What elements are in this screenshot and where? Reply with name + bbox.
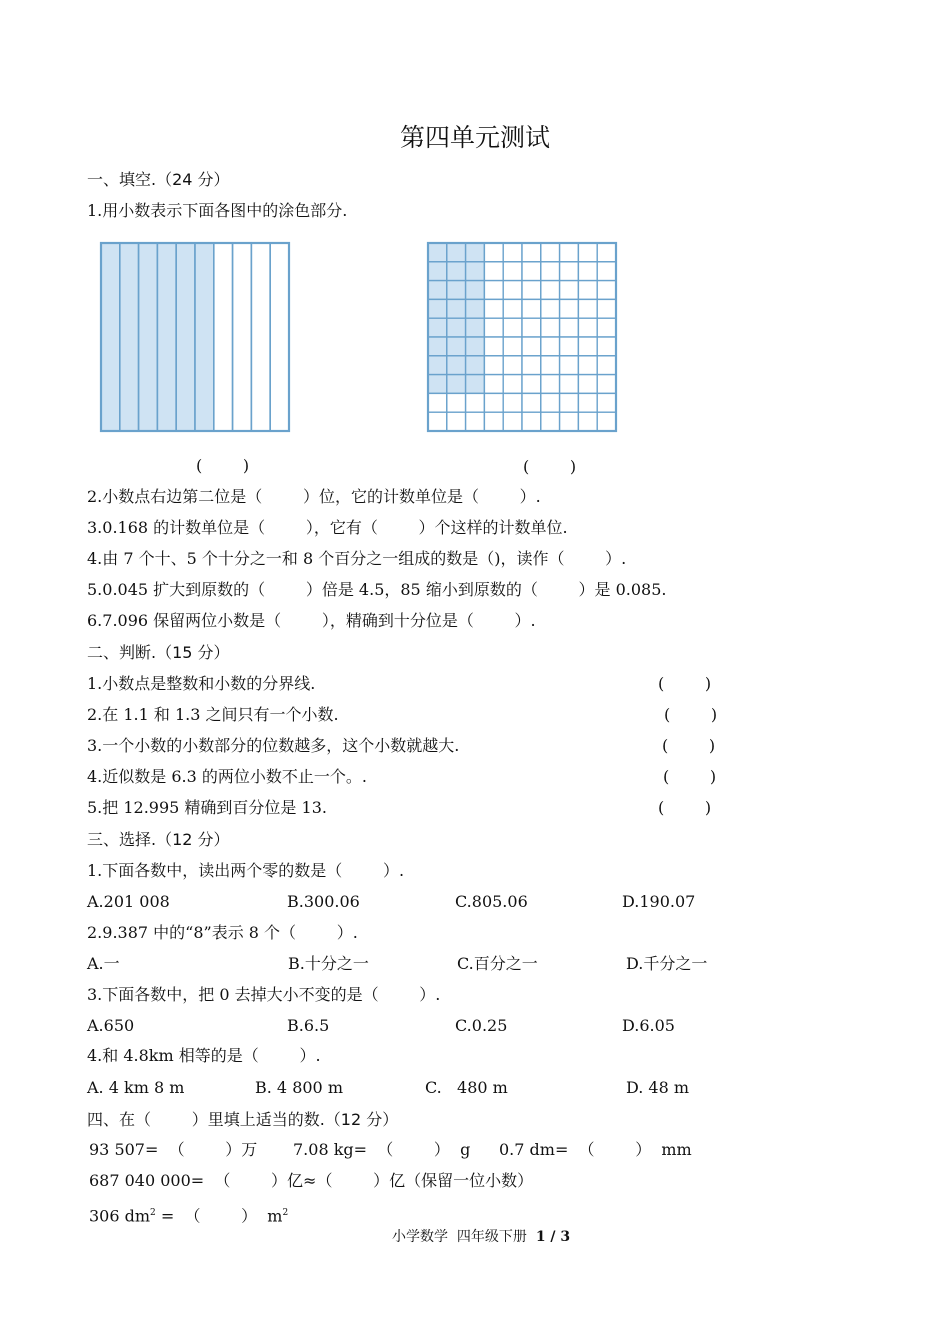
grid-cell: [428, 393, 447, 412]
grid-cell: [522, 262, 541, 281]
grid-cell: [428, 243, 447, 262]
grid-cell: [447, 299, 466, 318]
grid-cell: [578, 337, 597, 356]
judge-item: 5.把 12.995 精确到百分位是 13.: [87, 798, 327, 817]
grid-cell: [578, 412, 597, 431]
choice-option[interactable]: C. 480 m: [425, 1078, 508, 1097]
grid-cell: [503, 299, 522, 318]
question-3: 3.0.168 的计数单位是（ ），它有（ ）个这样的计数单位.: [87, 518, 568, 537]
judge-paren[interactable]: ( ): [658, 674, 712, 693]
grid-cell: [541, 262, 560, 281]
grid-cell: [428, 412, 447, 431]
grid-cell: [597, 243, 616, 262]
choice-option[interactable]: B. 4 800 m: [255, 1078, 343, 1097]
judge-item: 1.小数点是整数和小数的分界线.: [87, 674, 316, 693]
grid-cell: [522, 356, 541, 375]
choice-question-3: 3.下面各数中，把 0 去掉大小不变的是（ ）.: [87, 985, 441, 1004]
grid-cell: [503, 393, 522, 412]
judge-item: 4.近似数是 6.3 的两位小数不止一个。.: [87, 767, 367, 786]
strip-cell: [157, 243, 176, 431]
grid-cell: [541, 318, 560, 337]
grid-cell: [447, 375, 466, 394]
grid-cell: [597, 393, 616, 412]
decimal-grid-figure: [424, 239, 620, 435]
choice-option[interactable]: A.一: [87, 954, 120, 973]
choice-question-4: 4.和 4.8km 相等的是（ ）.: [87, 1046, 321, 1065]
grid-cell: [560, 281, 579, 300]
grid-cell: [503, 262, 522, 281]
grid-cell: [503, 356, 522, 375]
choice-question-1: 1.下面各数中，读出两个零的数是（ ）.: [87, 861, 405, 880]
grid-cell: [578, 281, 597, 300]
conversion-item: 0.7 dm= （ ） mm: [499, 1140, 692, 1159]
grid-cell: [541, 356, 560, 375]
grid-cell: [522, 337, 541, 356]
strip-cell: [101, 243, 120, 431]
grid-cell: [560, 299, 579, 318]
section-heading-fill-blank: 一、填空.（24 分）: [87, 170, 230, 189]
choice-option[interactable]: A.650: [87, 1016, 135, 1035]
grid-cell: [428, 281, 447, 300]
question-6: 6.7.096 保留两位小数是（ ），精确到十分位是（ ）.: [87, 611, 536, 630]
strip-cell: [120, 243, 139, 431]
grid-cell: [560, 262, 579, 281]
answer-blank-figure-2[interactable]: ( ): [523, 457, 577, 476]
grid-cell: [484, 412, 503, 431]
judge-paren[interactable]: ( ): [663, 767, 717, 786]
grid-cell: [503, 243, 522, 262]
grid-cell: [484, 337, 503, 356]
grid-cell: [466, 375, 485, 394]
grid-cell: [597, 318, 616, 337]
grid-cell: [503, 337, 522, 356]
grid-cell: [466, 281, 485, 300]
conversion-item: 93 507= （ ）万: [89, 1140, 258, 1159]
strip-cell: [176, 243, 195, 431]
grid-cell: [560, 375, 579, 394]
grid-cell: [578, 262, 597, 281]
grid-cell: [522, 375, 541, 394]
grid-cell: [597, 375, 616, 394]
choice-option[interactable]: B.十分之一: [288, 954, 369, 973]
question-1: 1.用小数表示下面各图中的涂色部分.: [87, 201, 348, 220]
question-5: 5.0.045 扩大到原数的（ ）倍是 4.5，85 缩小到原数的（ ）是 0.085.: [87, 580, 667, 599]
grid-cell: [578, 318, 597, 337]
choice-option[interactable]: C.0.25: [455, 1016, 508, 1035]
grid-cell: [541, 299, 560, 318]
conversion-item: 306 $dm^2$ = （ ） $m^2$: [89, 1206, 289, 1226]
grid-cell: [447, 318, 466, 337]
grid-cell: [578, 375, 597, 394]
judge-item: 3.一个小数的小数部分的位数越多，这个小数就越大.: [87, 736, 460, 755]
page-title: 第四单元测试: [399, 123, 550, 152]
answer-blank-figure-1[interactable]: ( ): [196, 456, 250, 475]
page-number: 1 / 3: [535, 1229, 571, 1245]
grid-cell: [428, 337, 447, 356]
strip-cell: [233, 243, 252, 431]
judge-paren[interactable]: ( ): [662, 736, 716, 755]
grid-cell: [541, 412, 560, 431]
grid-cell: [522, 299, 541, 318]
choice-option[interactable]: D. 48 m: [626, 1078, 690, 1097]
choice-option[interactable]: D.190.07: [622, 892, 696, 911]
grid-cell: [560, 412, 579, 431]
choice-option[interactable]: D.6.05: [622, 1016, 675, 1035]
grid-cell: [503, 281, 522, 300]
grid-cell: [447, 412, 466, 431]
grid-cell: [447, 393, 466, 412]
grid-cell: [466, 337, 485, 356]
grid-cell: [541, 281, 560, 300]
grid-cell: [597, 356, 616, 375]
section-heading-multiple-choice: 三、选择.（12 分）: [87, 830, 230, 849]
grid-cell: [541, 243, 560, 262]
grid-cell: [522, 393, 541, 412]
grid-cell: [447, 337, 466, 356]
choice-option[interactable]: B.300.06: [287, 892, 360, 911]
judge-item: 2.在 1.1 和 1.3 之间只有一个小数.: [87, 705, 339, 724]
strip-cell: [251, 243, 270, 431]
grid-cell: [522, 318, 541, 337]
grid-cell: [560, 393, 579, 412]
choice-question-2: 2.9.387 中的“8”表示 8 个（ ）.: [87, 923, 358, 942]
grid-cell: [466, 262, 485, 281]
grid-cell: [560, 337, 579, 356]
conversion-item: 687 040 000= （ ）亿≈（ ）亿（保留一位小数）: [89, 1171, 534, 1190]
grid-cell: [466, 299, 485, 318]
grid-cell: [484, 375, 503, 394]
grid-cell: [541, 393, 560, 412]
judge-paren[interactable]: ( ): [658, 798, 712, 817]
grid-cell: [597, 412, 616, 431]
grid-cell: [578, 299, 597, 318]
grid-cell: [466, 393, 485, 412]
grid-cell: [597, 281, 616, 300]
choice-option[interactable]: C.百分之一: [457, 954, 538, 973]
grid-cell: [578, 356, 597, 375]
grid-cell: [503, 318, 522, 337]
grid-cell: [560, 356, 579, 375]
grid-cell: [541, 375, 560, 394]
grid-cell: [560, 243, 579, 262]
grid-cell: [484, 318, 503, 337]
choice-option[interactable]: A. 4 km 8 m: [87, 1078, 185, 1097]
grid-cell: [578, 243, 597, 262]
question-2: 2.小数点右边第二位是（ ）位，它的计数单位是（ ）.: [87, 487, 541, 506]
strip-cell: [195, 243, 214, 431]
page-footer: 小学数学 四年级下册 1 / 3: [392, 1229, 571, 1245]
grid-cell: [541, 337, 560, 356]
grid-cell: [466, 356, 485, 375]
grid-cell: [560, 318, 579, 337]
grid-cell: [484, 243, 503, 262]
grid-cell: [522, 412, 541, 431]
grid-cell: [503, 412, 522, 431]
grid-cell: [428, 299, 447, 318]
grid-cell: [578, 393, 597, 412]
grid-cell: [447, 243, 466, 262]
strip-cell: [270, 243, 289, 431]
grid-cell: [597, 262, 616, 281]
choice-option[interactable]: B.6.5: [287, 1016, 330, 1035]
grid-cell: [428, 262, 447, 281]
grid-cell: [484, 281, 503, 300]
grid-cell: [503, 375, 522, 394]
grid-cell: [597, 337, 616, 356]
strip-cell: [139, 243, 158, 431]
decimal-strips-figure: [97, 239, 293, 435]
section-heading-unit-conversion: 四、在（ ）里填上适当的数.（12 分）: [87, 1110, 399, 1129]
grid-cell: [428, 375, 447, 394]
grid-cell: [522, 281, 541, 300]
grid-cell: [428, 356, 447, 375]
choice-option[interactable]: D.千分之一: [626, 954, 708, 973]
grid-cell: [466, 318, 485, 337]
judge-paren[interactable]: ( ): [664, 705, 718, 724]
grid-cell: [484, 393, 503, 412]
grid-cell: [428, 318, 447, 337]
grid-cell: [466, 412, 485, 431]
grid-cell: [466, 243, 485, 262]
grid-cell: [484, 299, 503, 318]
choice-option[interactable]: A.201 008: [87, 892, 170, 911]
grid-cell: [447, 262, 466, 281]
grid-cell: [484, 356, 503, 375]
grid-cell: [522, 243, 541, 262]
grid-cell: [447, 281, 466, 300]
choice-option[interactable]: C.805.06: [455, 892, 528, 911]
grid-cell: [597, 299, 616, 318]
grid-cell: [447, 356, 466, 375]
question-4: 4.由 7 个十、5 个十分之一和 8 个百分之一组成的数是（)，读作（ ）.: [87, 549, 627, 568]
grid-cell: [484, 262, 503, 281]
strip-cell: [214, 243, 233, 431]
conversion-item: 7.08 kg= （ ） g: [293, 1140, 471, 1159]
section-heading-true-false: 二、判断.（15 分）: [87, 643, 230, 662]
